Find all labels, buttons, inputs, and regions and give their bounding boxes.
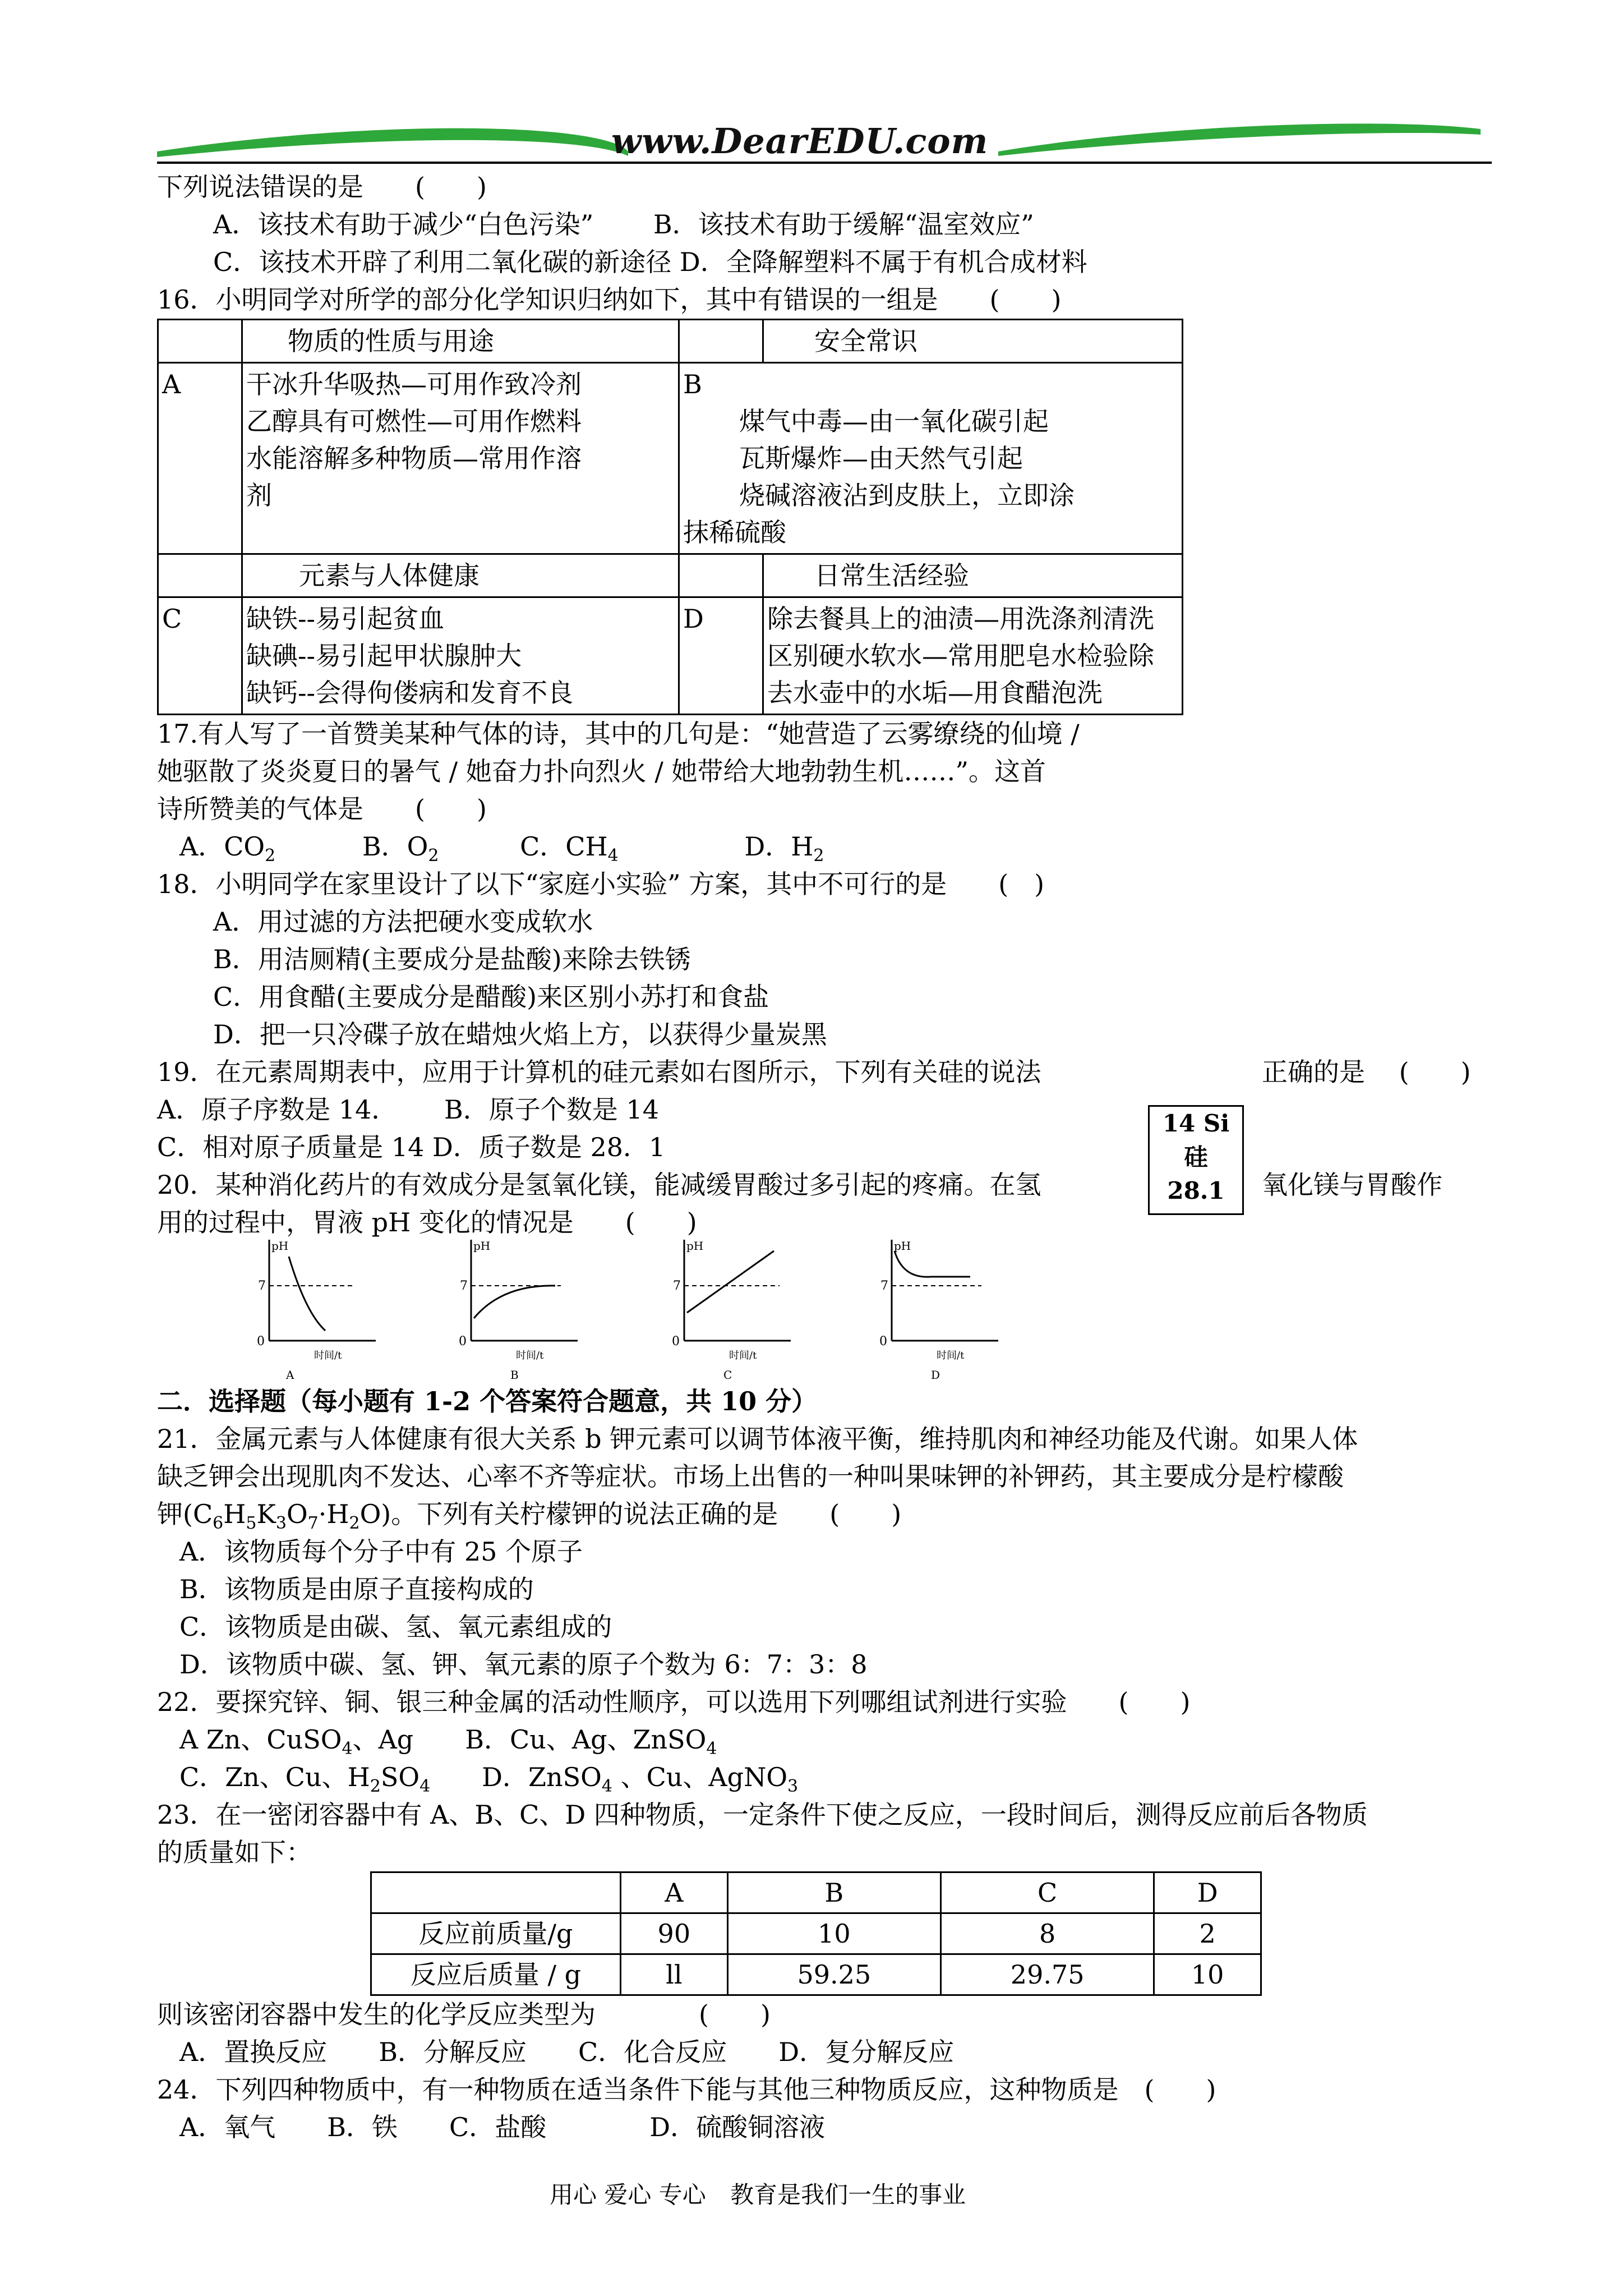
text: O <box>286 1499 308 1529</box>
graph-seven: 7 <box>258 1279 266 1293</box>
graph-zero: 0 <box>672 1335 680 1349</box>
table-cell: 29.75 <box>940 1954 1154 1995</box>
graph-xlabel: 时间/t <box>314 1350 342 1361</box>
table-row <box>371 1954 1261 1995</box>
q16-label-a: A <box>158 363 242 554</box>
silicon-element-box <box>1148 1105 1244 1215</box>
footer-slogan: 教育是我们一生的事业 <box>730 2181 966 2208</box>
q17-line-2: 她驱散了炎炎夏日的暑气 / 她奋力扑向烈火 / 她带给大地勃勃生机……”。这首 <box>157 756 1046 786</box>
graph-ylabel: pH <box>686 1239 704 1253</box>
q16-a-line: 剂 <box>246 480 272 510</box>
graph-seven: 7 <box>673 1279 681 1293</box>
q20-line-1-left: 20．某种消化药片的有效成分是氢氧化镁，能减缓胃酸过多引起的疼痛。在氢 <box>157 1170 1041 1200</box>
q24-options: A．氧气 B．铁 C．盐酸 D．硫酸铜溶液 <box>179 2112 826 2142</box>
q18-opt-c: C．用食醋(主要成分是醋酸)来区别小苏打和食盐 <box>213 982 769 1012</box>
q17-opt-a: A．CO <box>179 831 265 862</box>
graph-ylabel: pH <box>271 1239 289 1253</box>
ph-graph-b <box>449 1234 594 1386</box>
table-cell: 10 <box>727 1913 940 1954</box>
q22-stem: 22．要探究锌、铜、银三种金属的活动性顺序，可以选用下列哪组试剂进行实验 ( ) <box>157 1687 1191 1717</box>
table-cell: D <box>1154 1872 1261 1913</box>
subscript: 7 <box>307 1513 319 1533</box>
q16-cell-d <box>763 597 1183 715</box>
table-cell: 反应后质量 / g <box>371 1954 621 1995</box>
q16-header-2: 安全常识 <box>763 320 1183 363</box>
graph-xlabel: 时间/t <box>516 1350 544 1361</box>
q16-label-b: B <box>683 369 702 399</box>
subscript: 2 <box>265 846 276 866</box>
q15-options-ab: A．该技术有助于减少“白色污染” B．该技术有助于缓解“温室效应” <box>213 209 1034 240</box>
table-cell: 10 <box>1154 1954 1261 1995</box>
q21-line-3 <box>157 1496 1503 1533</box>
q20-line-1 <box>157 1166 1503 1204</box>
q16-b-line: 抹稀硫酸 <box>683 517 786 547</box>
ph-graph-a-svg <box>247 1234 393 1386</box>
table-cell: 59.25 <box>727 1954 940 1995</box>
q17-opt-c: C．CH <box>520 831 608 862</box>
si-number-symbol: 14 Si <box>1162 1110 1230 1137</box>
subscript: 3 <box>787 1777 799 1796</box>
q21-opt-a: A．该物质每个分子中有 25 个原子 <box>179 1536 583 1567</box>
table-cell: 90 <box>621 1913 728 1954</box>
table-cell: C <box>940 1872 1154 1913</box>
text: 钾(C <box>157 1499 213 1529</box>
graph-xlabel: 时间/t <box>937 1350 965 1361</box>
table-cell: 2 <box>1154 1913 1261 1954</box>
graph-seven: 7 <box>460 1279 468 1293</box>
q17-opt-b: B．O <box>362 831 428 862</box>
q15-stem: 下列说法错误的是 ( ) <box>157 172 487 202</box>
q18-opt-b: B．用洁厕精(主要成分是盐酸)来除去铁锈 <box>213 944 691 974</box>
subscript: 6 <box>213 1513 224 1533</box>
subscript: 2 <box>813 846 824 866</box>
graph-zero: 0 <box>459 1335 467 1349</box>
q16-header-3: 元素与人体健康 <box>242 554 679 597</box>
q15-options-cd: C．该技术开辟了利用二氧化碳的新途径 D．全降解塑料不属于有机合成材料 <box>213 247 1087 277</box>
q19-stem <box>157 1053 1503 1091</box>
q17-opt-d: D．H <box>744 831 814 862</box>
section-2-title: 二．选择题（每小题有 1-2 个答案符合题意，共 10 分） <box>157 1386 818 1416</box>
ph-graph-b-svg <box>449 1234 594 1386</box>
q22-opts-cd <box>157 1759 1503 1796</box>
q16-d-line: 除去餐具上的油渍—用洗涤剂清洗 <box>767 604 1154 634</box>
si-name: 硅 <box>1184 1143 1208 1171</box>
q21-line-1: 21．金属元素与人体健康有很大关系 b 钾元素可以调节体液平衡，维持肌肉和神经功能及代谢。如果人体 <box>157 1424 1358 1454</box>
graph-xlabel: 时间/t <box>729 1350 757 1361</box>
graph-zero: 0 <box>257 1335 265 1349</box>
subscript: 2 <box>370 1777 381 1796</box>
ph-graph-c-svg <box>662 1234 808 1386</box>
subscript: 5 <box>246 1513 257 1533</box>
q16-stem: 16．小明同学对所学的部分化学知识归纳如下，其中有错误的一组是 ( ) <box>157 284 1062 315</box>
graph-seven: 7 <box>880 1279 888 1293</box>
q16-header-4: 日常生活经验 <box>763 554 1183 597</box>
q24-stem: 24．下列四种物质中，有一种物质在适当条件下能与其他三种物质反应，这种物质是 ( ) <box>157 2074 1216 2105</box>
q16-b-line: 煤气中毒—由一氧化碳引起 <box>739 406 1049 436</box>
graph-ylabel: pH <box>894 1239 911 1253</box>
q18-opt-a: A．用过滤的方法把硬水变成软水 <box>213 907 593 937</box>
site-logo-text[interactable]: www.DearEDU.com <box>611 121 989 162</box>
q16-cell-b <box>679 363 1183 554</box>
q19-opts-cd: C．相对原子质量是 14 D．质子数是 28．1 <box>157 1132 666 1162</box>
exam-content <box>157 168 1503 1241</box>
exam-content-2 <box>157 1383 1503 2146</box>
q23-line-1: 23．在一密闭容器中有 A、B、C、D 四种物质，一定条件下使之反应，一段时间后，测得反应前后各物质 <box>157 1800 1368 1830</box>
graph-ylabel: pH <box>473 1239 491 1253</box>
text: K <box>256 1499 276 1529</box>
q19-opts-ab: A．原子序数是 14． B．原子个数是 14 <box>157 1094 659 1125</box>
q16-header-1: 物质的性质与用途 <box>242 320 679 363</box>
q20-line-1-right: 氧化镁与胃酸作 <box>1262 1170 1442 1200</box>
graph-label: C <box>723 1368 732 1382</box>
q18-opt-d: D．把一只冷碟子放在蜡烛火焰上方，以获得少量炭黑 <box>213 1019 827 1050</box>
q16-cell-c <box>242 597 679 715</box>
q16-cell-a <box>242 363 679 554</box>
q21-opt-c: C．该物质是由碳、氢、氧元素组成的 <box>179 1612 612 1642</box>
table-cell: 反应前质量/g <box>371 1913 621 1954</box>
subscript: 2 <box>428 846 439 866</box>
graph-label: D <box>931 1368 940 1382</box>
ph-graph-d <box>869 1234 1015 1386</box>
page-footer <box>550 2177 983 2210</box>
text: ·H <box>318 1499 349 1529</box>
subscript: 4 <box>601 1777 612 1796</box>
table-cell <box>371 1872 621 1913</box>
table-row <box>371 1913 1261 1954</box>
graph-label: A <box>286 1368 294 1382</box>
text: H <box>223 1499 246 1529</box>
text: D．ZnSO <box>430 1762 602 1792</box>
subscript: 2 <box>349 1513 360 1533</box>
q21-opt-b: B．该物质是由原子直接构成的 <box>179 1574 534 1604</box>
q17-line-1: 17.有人写了一首赞美某种气体的诗，其中的几句是：“她营造了云雾缭绕的仙境 / <box>157 719 1080 749</box>
q21-line-2: 缺乏钾会出现肌肉不发达、心率不齐等症状。市场上出售的一种叫果味钾的补钾药，其主要成分是柠檬酸 <box>157 1461 1344 1492</box>
q23-options: A．置换反应 B．分解反应 C．化合反应 D．复分解反应 <box>179 2037 955 2067</box>
q16-label-c: C <box>158 597 242 715</box>
q17-options <box>157 828 1503 866</box>
subscript: 4 <box>342 1739 353 1759</box>
q16-d-line: 去水壶中的水垢—用食醋泡洗 <box>767 678 1103 708</box>
q16-c-line: 缺碘--易引起甲状腺肿大 <box>246 641 522 671</box>
q16-b-line: 烧碱溶液沾到皮肤上，立即涂 <box>739 480 1075 510</box>
q23-question: 则该密闭容器中发生的化学反应类型为 ( ) <box>157 1999 771 2030</box>
q23-table-header <box>371 1872 1261 1913</box>
graph-label: B <box>510 1368 519 1382</box>
text: 、Cu、AgNO <box>612 1762 788 1792</box>
q17-line-3: 诗所赞美的气体是 ( ) <box>157 794 487 824</box>
subscript: 4 <box>607 846 619 866</box>
q19-stem-left: 19．在元素周期表中，应用于计算机的硅元素如右图所示，下列有关硅的说法 <box>157 1057 1041 1087</box>
subscript: 4 <box>419 1777 431 1796</box>
ph-graph-d-svg <box>869 1234 1015 1386</box>
q21-opt-d: D．该物质中碳、氢、钾、氧元素的原子个数为 6：7：3：8 <box>179 1649 868 1680</box>
si-mass: 28.1 <box>1167 1177 1225 1204</box>
q16-table <box>157 319 1183 715</box>
q23-table <box>370 1871 1262 1996</box>
q16-label-d: D <box>679 597 763 715</box>
q18-stem: 18．小明同学在家里设计了以下“家庭小实验” 方案，其中不可行的是 ( ) <box>157 869 1045 899</box>
ph-graph-a <box>247 1234 393 1386</box>
text: O)。下列有关柠檬钾的说法正确的是 ( ) <box>359 1499 902 1529</box>
subscript: 3 <box>275 1513 287 1533</box>
ph-graph-c <box>662 1234 808 1386</box>
q19-stem-right: 正确的是 ( ) <box>1262 1057 1471 1087</box>
q20-line-2: 用的过程中，胃液 pH 变化的情况是 ( ) <box>157 1207 697 1237</box>
text: 、Ag B．Cu、Ag、ZnSO <box>352 1724 707 1755</box>
q16-a-line: 干冰升华吸热—可用作致冷剂 <box>246 369 582 399</box>
q16-d-line: 区别硬水软水—常用肥皂水检验除 <box>767 641 1154 671</box>
text: SO <box>380 1762 420 1792</box>
text: A Zn、CuSO <box>179 1724 342 1755</box>
footer-motto: 用心 爱心 专心 <box>550 2181 706 2208</box>
q16-c-line: 缺铁--易引起贫血 <box>246 604 445 634</box>
q16-a-line: 乙醇具有可燃性—可用作燃料 <box>246 406 582 436</box>
header-rule <box>157 162 1492 164</box>
q20-ph-graphs <box>247 1234 1256 1386</box>
q16-a-line: 水能溶解多种物质—常用作溶 <box>246 443 582 473</box>
graph-zero: 0 <box>879 1335 887 1349</box>
subscript: 4 <box>706 1739 717 1759</box>
text: C．Zn、Cu、H <box>179 1762 370 1792</box>
table-cell: 8 <box>940 1913 1154 1954</box>
q16-c-line: 缺钙--会得佝偻病和发育不良 <box>246 678 574 708</box>
table-cell: B <box>727 1872 940 1913</box>
q16-b-line: 瓦斯爆炸—由天然气引起 <box>739 443 1023 473</box>
q23-line-2: 的质量如下： <box>157 1837 312 1867</box>
q22-opts-ab <box>157 1721 1503 1759</box>
table-cell: A <box>621 1872 728 1913</box>
table-cell: ll <box>621 1954 728 1995</box>
